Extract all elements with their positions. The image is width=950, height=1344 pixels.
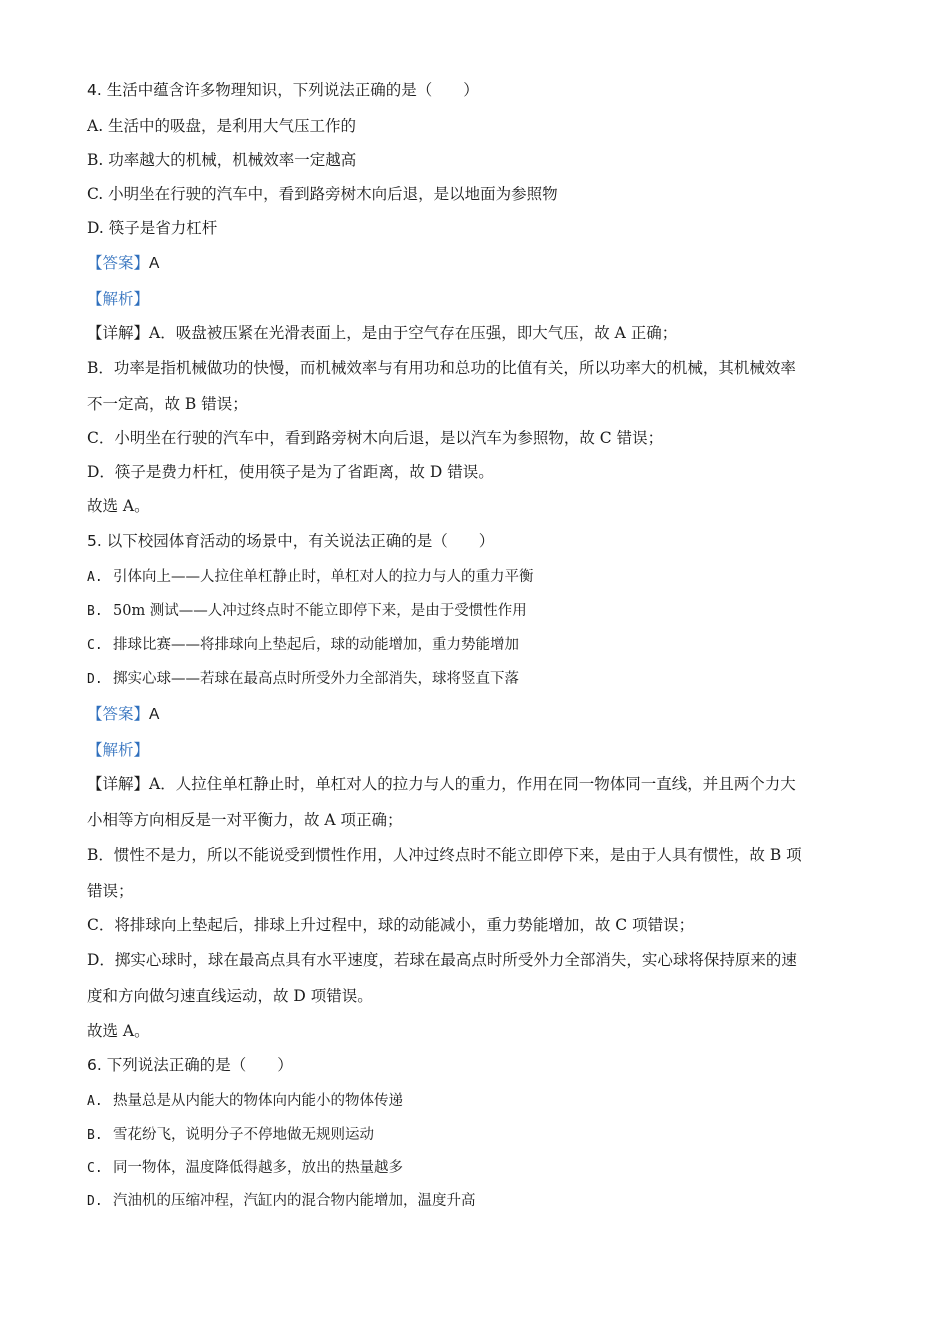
question-4-detail-1 [87, 322, 677, 344]
option-label: A. [87, 570, 103, 585]
option-label: D. [87, 672, 103, 687]
question-4-option-b: B. 功率越大的机械，机械效率一定越高 [87, 151, 357, 169]
question-5-detail-1 [87, 773, 796, 795]
option-label: B. [87, 1128, 103, 1143]
question-6-option-a [87, 1090, 403, 1113]
question-5-detail-6: D．掷实心球时，球在最高点具有水平速度，若球在最高点时所受外力全部消失，实心球将保持原来的速 [87, 951, 797, 969]
question-5-option-c [87, 634, 519, 657]
detail-tag: 【详解】 [87, 775, 150, 793]
question-4-answer [87, 252, 159, 275]
question-4-option-a: A. 生活中的吸盘，是利用大气压工作的 [87, 117, 357, 135]
question-5-detail-2: 小相等方向相反是一对平衡力，故 A 项正确； [87, 811, 403, 829]
detail-tag: 【详解】 [87, 324, 150, 342]
question-5-answer [87, 703, 159, 726]
question-4-detail-5: D．筷子是费力杆杠，使用筷子是为了省距离，故 D 错误。 [87, 463, 494, 481]
detail-text: A．人拉住单杠静止时，单杠对人的拉力与人的重力，作用在同一物体同一直线，并且两个力大 [149, 775, 796, 793]
question-5-detail-4: 错误； [87, 882, 134, 900]
answer-tag: 【答案】 [87, 705, 150, 723]
question-6-option-b [87, 1124, 374, 1147]
option-text: 引体向上——人拉住单杠静止时，单杠对人的拉力与人的重力平衡 [113, 569, 534, 585]
question-5-option-b [87, 600, 527, 623]
question-4-option-c: C. 小明坐在行驶的汽车中，看到路旁树木向后退，是以地面为参照物 [87, 185, 558, 203]
question-4-detail-4: C．小明坐在行驶的汽车中，看到路旁树木向后退，是以汽车为参照物，故 C 错误； [87, 429, 664, 447]
question-5-detail-7: 度和方向做匀速直线运动，故 D 项错误。 [87, 987, 373, 1005]
option-text: 排球比赛——将排球向上垫起后，球的动能增加，重力势能增加 [113, 637, 519, 653]
question-4-option-d: D. 筷子是省力杠杆 [87, 219, 218, 237]
option-text: 汽油机的压缩冲程，汽缸内的混合物内能增加，温度升高 [113, 1193, 476, 1209]
question-4-detail-2: B．功率是指机械做功的快慢，而机械效率与有用功和总功的比值有关，所以功率大的机械，其机械效率 [87, 359, 796, 377]
question-4-detail-3: 不一定高，故 B 错误； [87, 395, 248, 413]
option-label: B. [87, 604, 103, 619]
question-5-option-d [87, 668, 519, 691]
question-5-detail-3: B．惯性不是力，所以不能说受到惯性作用，人冲过终点时不能立即停下来，是由于人具有惯性，故 B 项 [87, 846, 802, 864]
option-label: A. [87, 1094, 103, 1109]
question-4-stem: 4. 生活中蕴含许多物理知识，下列说法正确的是（ ） [87, 81, 479, 99]
option-label: D. [87, 1194, 103, 1209]
question-6-stem: 6. 下列说法正确的是（ ） [87, 1056, 293, 1074]
question-6-option-d [87, 1190, 476, 1213]
option-text: 掷实心球——若球在最高点时所受外力全部消失，球将竖直下落 [113, 671, 519, 687]
option-label: C. [87, 638, 103, 653]
option-label: C. [87, 1161, 103, 1176]
detail-text: A．吸盘被压紧在光滑表面上，是由于空气存在压强，即大气压，故 A 正确； [149, 324, 678, 342]
question-5-conclusion: 故选 A。 [87, 1022, 150, 1040]
option-text: 同一物体，温度降低得越多，放出的热量越多 [113, 1160, 403, 1176]
question-5-detail-5: C．将排球向上垫起后，排球上升过程中，球的动能减小，重力势能增加，故 C 项错误； [87, 916, 695, 934]
question-4-conclusion: 故选 A。 [87, 497, 150, 515]
question-6-option-c [87, 1157, 403, 1180]
option-text: 雪花纷飞，说明分子不停地做无规则运动 [113, 1127, 374, 1143]
question-5-analysis-tag: 【解析】 [87, 741, 150, 759]
option-text: 热量总是从内能大的物体向内能小的物体传递 [113, 1093, 403, 1109]
option-text: 50m 测试——人冲过终点时不能立即停下来，是由于受惯性作用 [113, 603, 527, 619]
answer-value: A [149, 706, 160, 723]
answer-value: A [149, 255, 160, 272]
question-4-analysis-tag: 【解析】 [87, 290, 150, 308]
question-5-option-a [87, 566, 534, 589]
answer-tag: 【答案】 [87, 254, 150, 272]
question-5-stem: 5. 以下校园体育活动的场景中，有关说法正确的是（ ） [87, 532, 495, 550]
